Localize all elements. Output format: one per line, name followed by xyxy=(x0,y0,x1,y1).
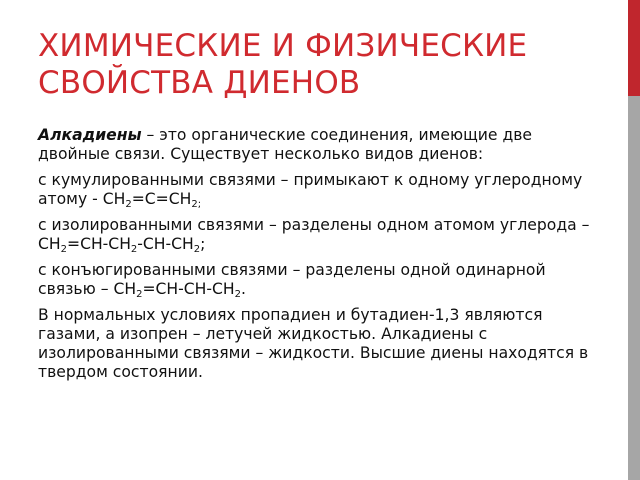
formula-part: =CH-CH-CH xyxy=(142,280,235,298)
formula-subscript: 2 xyxy=(130,244,138,255)
paragraph-definition xyxy=(38,126,598,164)
paragraph-isolated xyxy=(38,216,598,254)
formula-part: -CH-CH xyxy=(137,235,194,253)
paragraph-conjugated xyxy=(38,261,598,299)
definition-text: – это органические соединения, имеющие две двойные связи. Существует несколько видов диенов: xyxy=(38,126,533,163)
formula-subscript: 2 xyxy=(136,289,143,300)
formula-part: CH xyxy=(38,235,61,253)
cumulated-formula xyxy=(103,190,201,208)
formula-subscript: 2 xyxy=(193,244,201,255)
formula-part: ; xyxy=(200,235,206,253)
slide-body xyxy=(38,126,598,389)
formula-part: CH xyxy=(113,280,137,298)
term-alkadienes: Алкадиены xyxy=(38,126,142,144)
conjugated-formula xyxy=(113,280,246,298)
formula-subscript: 2 xyxy=(234,289,242,300)
title-line-1: ХИМИЧЕСКИЕ И ФИЗИЧЕСКИЕ xyxy=(38,28,528,64)
isolated-formula xyxy=(38,235,205,253)
formula-part: CH xyxy=(102,190,126,208)
formula-subscript: 2 xyxy=(125,199,132,210)
cumulated-text: с кумулированными связями – примыкают к одному углеродному атому - xyxy=(38,171,583,208)
paragraph-physical-properties: В нормальных условиях пропадиен и бутадиен-1,3 являются газами, а изопрен – летучей жидкостью. Алкадиены с изолированными связями – жидкости. Высшие диены находятся в твердом состоянии. xyxy=(38,306,589,381)
formula-part: =CH-CH xyxy=(67,235,131,253)
conjugated-text: с конъюгированными связями – разделены одной одинарной связью – xyxy=(38,261,546,298)
title-line-2: СВОЙСТВА ДИЕНОВ xyxy=(38,65,361,101)
formula-part: . xyxy=(241,280,246,298)
isolated-text: с изолированными связями – разделены одном атомом углерода – xyxy=(38,216,590,234)
formula-subscript: 2 xyxy=(60,244,67,255)
slide-title xyxy=(38,28,598,102)
paragraph-cumulated xyxy=(38,171,598,209)
formula-part: =C=CH xyxy=(131,190,192,208)
formula-subscript: 2; xyxy=(191,199,202,210)
accent-block xyxy=(628,0,640,96)
